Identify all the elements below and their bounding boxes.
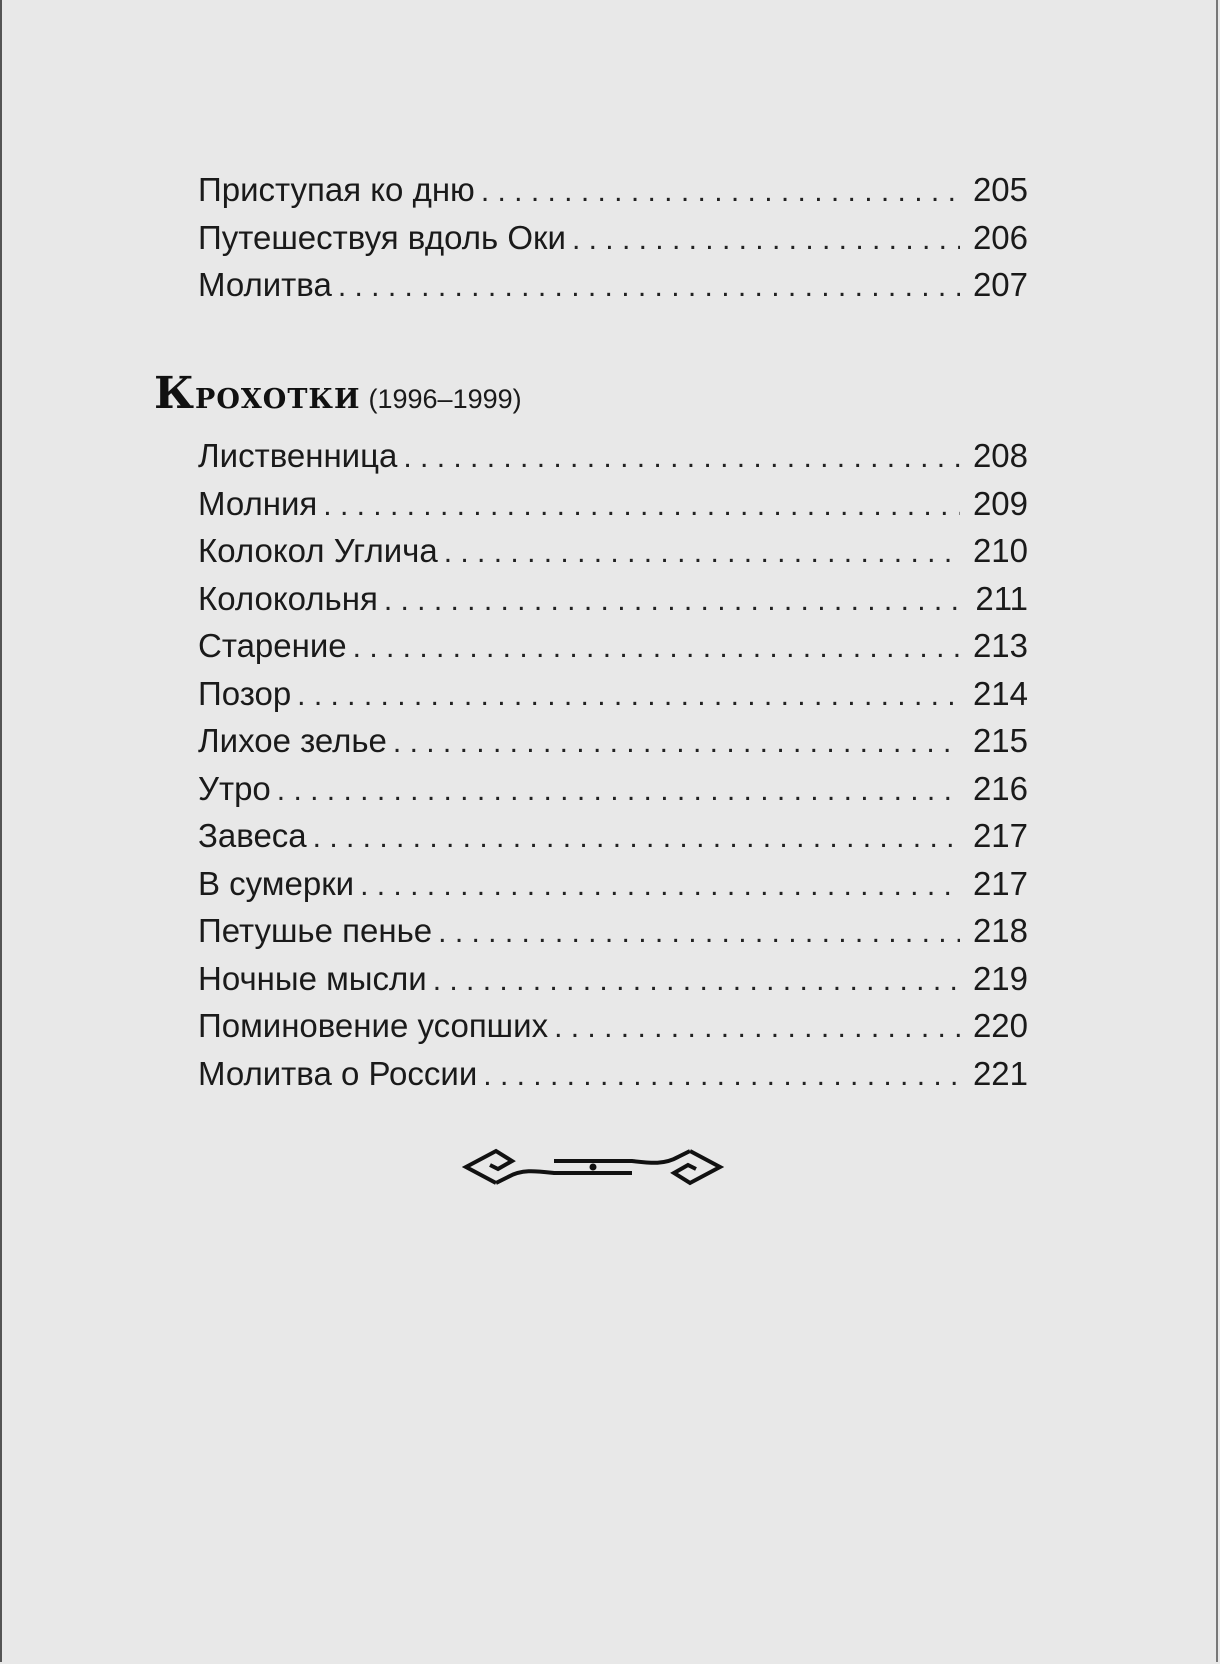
toc-entry-title: Ночные мысли — [198, 959, 427, 997]
toc-entry-title: Колокол Углича — [198, 532, 438, 569]
toc-entry-page: 210 — [972, 532, 1028, 569]
dot-leader — [483, 1052, 960, 1100]
dot-leader — [277, 767, 960, 815]
dot-leader — [297, 672, 960, 720]
toc-entry[interactable] — [198, 622, 1028, 670]
toc-entry[interactable] — [198, 527, 1028, 575]
toc-entry[interactable] — [198, 1050, 1028, 1098]
dot-leader — [360, 862, 960, 910]
dot-leader — [444, 529, 960, 577]
toc-entry[interactable] — [198, 907, 1028, 955]
toc-entry-page: 217 — [972, 864, 1028, 902]
toc-entry-page: 218 — [972, 912, 1028, 949]
section-title-initial: К — [154, 368, 196, 419]
toc-entry-page: 220 — [972, 1007, 1028, 1044]
toc-entry-page: 216 — [972, 769, 1028, 807]
toc-entry[interactable] — [198, 214, 1028, 262]
toc-entry-title: Молитва — [198, 266, 332, 303]
toc-entry[interactable] — [198, 955, 1028, 1003]
section-title-rest: РОХОТКИ — [195, 384, 361, 415]
dot-leader — [438, 909, 960, 957]
toc-entry-page: 211 — [975, 579, 1028, 617]
toc-entry[interactable] — [198, 261, 1028, 309]
toc-entry-page: 214 — [972, 674, 1028, 712]
toc-entry-page: 221 — [972, 1054, 1028, 1092]
toc-entry-title: Поминовение усопших — [198, 1007, 549, 1044]
dot-leader — [572, 216, 960, 264]
toc-entry-title: Петушье пенье — [198, 912, 433, 949]
toc-entry[interactable] — [198, 432, 1028, 480]
toc-entry[interactable] — [198, 670, 1028, 718]
dot-leader — [353, 624, 960, 672]
toc-entry-title: В сумерки — [198, 864, 355, 902]
toc-entry-title: Молитва о России — [198, 1054, 478, 1092]
section-heading[interactable] — [154, 368, 522, 419]
toc-entry[interactable] — [198, 575, 1028, 623]
toc-entry-page: 207 — [972, 266, 1028, 303]
toc-entry[interactable] — [198, 765, 1028, 813]
toc-entry[interactable] — [198, 1002, 1028, 1050]
toc-entry-title: Колокольня — [198, 579, 378, 617]
dot-leader — [313, 814, 960, 862]
toc-entry-page: 219 — [972, 959, 1028, 997]
toc-entry-title: Утро — [198, 769, 271, 807]
toc-entry-page: 217 — [972, 817, 1028, 854]
toc-entry-page: 205 — [972, 171, 1028, 208]
toc-entry-title: Позор — [198, 674, 292, 712]
toc-entry-page: 208 — [972, 437, 1028, 474]
toc-group-section — [198, 432, 1028, 1097]
toc-group-previous — [198, 166, 1028, 309]
toc-entry-title: Лихое зелье — [198, 722, 387, 759]
decorative-flourish-icon — [462, 1147, 724, 1207]
dot-leader — [433, 957, 960, 1005]
dot-leader — [384, 577, 960, 625]
toc-entry-title: Завеса — [198, 817, 307, 854]
dot-leader — [403, 434, 960, 482]
toc-entry-page: 209 — [972, 484, 1028, 522]
toc-entry[interactable] — [198, 717, 1028, 765]
toc-entry-title: Путешествуя вдоль Оки — [198, 218, 566, 256]
toc-entry-page: 206 — [972, 218, 1028, 256]
section-title — [154, 368, 361, 419]
dot-leader — [323, 482, 960, 530]
toc-entry[interactable] — [198, 480, 1028, 528]
toc-entry-page: 213 — [972, 627, 1028, 664]
toc-entry-title: Молния — [198, 484, 318, 522]
toc-entry[interactable] — [198, 860, 1028, 908]
dot-leader — [393, 719, 960, 767]
toc-entry-title: Старение — [198, 627, 347, 664]
toc-entry-title: Лиственница — [198, 437, 398, 474]
dot-leader — [338, 263, 960, 311]
section-years: (1996–1999) — [368, 384, 522, 414]
dot-leader — [554, 1004, 960, 1052]
toc-entry[interactable] — [198, 166, 1028, 214]
dot-leader — [481, 168, 960, 216]
toc-entry[interactable] — [198, 812, 1028, 860]
toc-entry-title: Приступая ко дню — [198, 171, 475, 208]
toc-entry-page: 215 — [972, 722, 1028, 759]
